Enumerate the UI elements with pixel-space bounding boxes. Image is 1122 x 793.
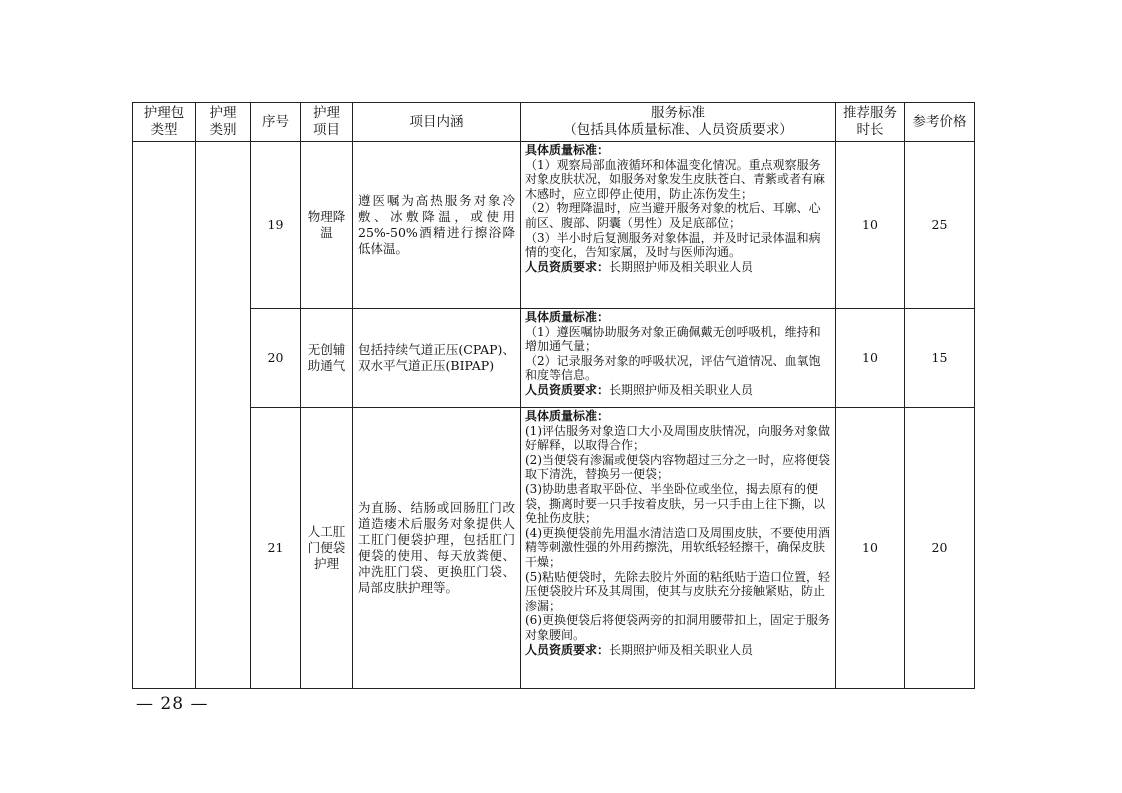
duration-cell: 10	[836, 408, 905, 689]
row-number: 21	[251, 408, 301, 689]
table-row	[133, 408, 975, 689]
header-standard-title: 服务标准	[651, 105, 705, 121]
item-content: 为直肠、结肠或回肠肛门改道造瘘术后服务对象提供人工肛门便袋护理，包括肛门便袋的使用、每天放粪便、冲洗肛门袋、更换肛门袋、局部皮肤护理等。	[353, 408, 521, 689]
standard-line: （3）半小时后复测服务对象体温，并及时记录体温和病情的变化，告知家属，及时与医师沟通。	[525, 230, 821, 260]
header-package-type: 护理包 类型	[133, 103, 196, 142]
standard-title: 具体质量标准：	[525, 143, 610, 157]
standard-line: （2）记录服务对象的呼吸状况，评估气道情况、血氧饱和度等信息。	[525, 353, 821, 383]
service-standard	[521, 142, 836, 309]
price-cell: 25	[905, 142, 975, 309]
nursing-service-table	[132, 102, 975, 689]
qualification-label: 人员资质要求：	[525, 382, 610, 397]
header-number: 序号	[251, 103, 301, 142]
service-standard	[521, 309, 836, 408]
standard-line: (1)评估服务对象造口大小及周围皮肤情况，向服务对象做好解释，以取得合作；	[525, 423, 831, 453]
duration-cell: 10	[836, 309, 905, 408]
item-content: 遵医嘱为高热服务对象冷敷、冰敷降温，或使用25%-50%酒精进行擦浴降低体温。	[353, 142, 521, 309]
item-content: 包括持续气道正压(CPAP)、双水平气道正压(BIPAP)	[353, 309, 521, 408]
standard-line: (5)粘贴便袋时，先除去胶片外面的粘纸贴于造口位置，轻压便袋胶片环及其周围，使其与皮肤充分接触紧贴，防止渗漏；	[525, 569, 831, 613]
qualification-label: 人员资质要求：	[525, 642, 610, 657]
qualification-label: 人员资质要求：	[525, 259, 610, 274]
standard-line: （1）观察局部血液循环和体温变化情况。重点观察服务对象皮肤状况，如服务对象发生皮肤苍白、青紫或者有麻木感时，应立即停止使用，防止冻伤发生；	[525, 157, 826, 201]
standard-line: (6)更换便袋后将便袋两旁的扣洞用腰带扣上，固定于服务对象腰间。	[525, 613, 831, 642]
standard-line: (4)更换便袋前先用温水清洁造口及周围皮肤，不要使用酒精等刺激性强的外用药擦洗，用软纸轻轻擦干，确保皮肤干燥；	[525, 525, 831, 569]
price-cell: 15	[905, 309, 975, 408]
header-standard	[521, 103, 836, 142]
service-standards-sheet	[132, 102, 967, 689]
header-standard-subtitle: （包括具体质量标准、人员资质要求）	[563, 122, 793, 138]
item-name: 无创辅助通气	[301, 309, 353, 408]
header-price: 参考价格	[905, 103, 975, 142]
table-row	[133, 142, 975, 309]
header-item: 护理 项目	[301, 103, 353, 142]
standard-line: (2)当便袋有渗漏或便袋内容物超过三分之一时，应将便袋取下清洗，替换另一便袋；	[525, 452, 831, 482]
qualification-line	[525, 643, 831, 658]
standard-title: 具体质量标准：	[525, 310, 610, 324]
header-category: 护理 类别	[196, 103, 251, 142]
row-number: 20	[251, 309, 301, 408]
item-name: 物理降温	[301, 142, 353, 309]
standard-line: （2）物理降温时，应当避开服务对象的枕后、耳廓、心前区、腹部、阴囊（男性）及足底部位；	[525, 201, 821, 230]
qualification-line	[525, 260, 831, 275]
page-number: — 28 —	[136, 694, 209, 714]
duration-cell: 10	[836, 142, 905, 309]
price-cell: 20	[905, 408, 975, 689]
standard-line: （1）遵医嘱协助服务对象正确佩戴无创呼吸机，维持和增加通气量；	[525, 324, 821, 354]
package-type-cell	[133, 142, 196, 689]
header-duration: 推荐服务 时长	[836, 103, 905, 142]
service-standard	[521, 408, 836, 689]
item-name: 人工肛门便袋护理	[301, 408, 353, 689]
header-content: 项目内涵	[353, 103, 521, 142]
table-header-row	[133, 103, 975, 142]
qualification-line	[525, 383, 831, 398]
standard-line: (3)协助患者取平卧位、半坐卧位或坐位，揭去原有的便袋，撕离时要一只手按着皮肤，另一只手由上往下撕，以免扯伤皮肤；	[525, 481, 826, 526]
table-row	[133, 309, 975, 408]
category-cell	[196, 142, 251, 689]
qualification-value: 长期照护师及相关职业人员	[609, 259, 754, 274]
qualification-value: 长期照护师及相关职业人员	[609, 642, 754, 657]
standard-title: 具体质量标准：	[525, 409, 610, 423]
row-number: 19	[251, 142, 301, 309]
qualification-value: 长期照护师及相关职业人员	[609, 382, 754, 397]
